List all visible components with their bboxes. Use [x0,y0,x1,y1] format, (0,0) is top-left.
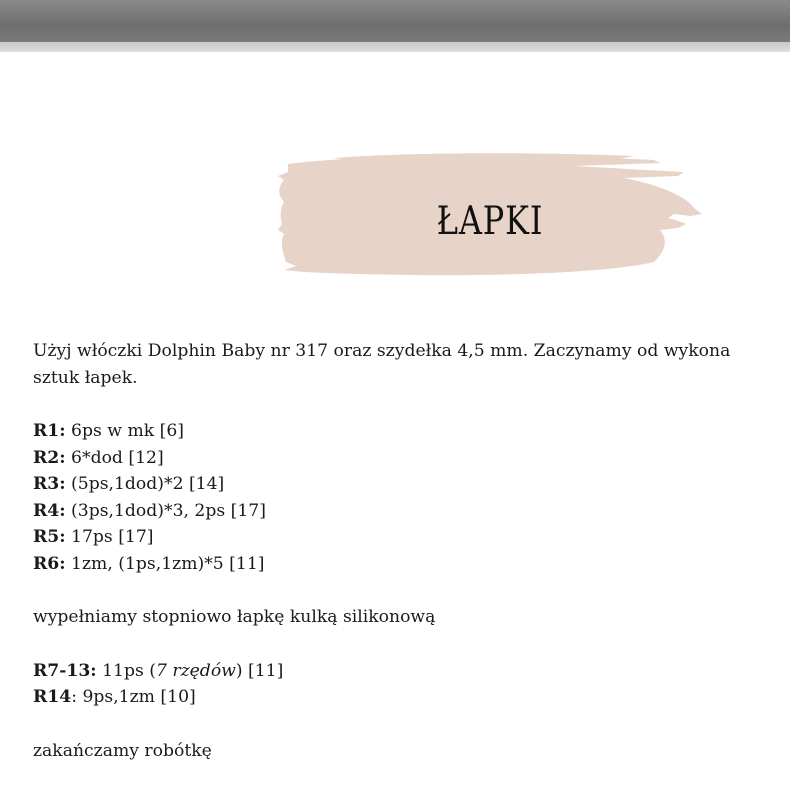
row-label: R5: [33,527,66,547]
row-label: R6: [33,553,66,574]
row-text: (5ps,1dod)*2 [14] [65,474,225,494]
intro-line-2: sztuk łapek. [33,367,138,388]
top-bar [0,0,790,42]
row-label: R1: [33,421,66,441]
note-finish: zakańczamy robótkę [33,740,212,761]
row-text-end: ) [11] [235,660,284,681]
row-r1 [33,418,790,445]
row-text: 1zm, (1ps,1zm)*5 [11] [65,553,265,574]
row-text: 6*dod [12] [65,447,164,468]
row-text: 6ps w mk [6] [65,421,184,441]
row-r3 [33,471,790,498]
row-label: R7-13: [33,660,97,681]
row-text: 11ps ( [96,660,156,681]
row-label: R3: [33,474,66,494]
note-stuffing: wypełniamy stopniowo łapkę kulką silikonową [33,607,436,627]
row-text: 17ps [17] [65,527,154,547]
row-label: R4: [33,500,66,521]
row-text: : 9ps,1zm [10] [71,687,196,707]
row-r4 [33,498,790,525]
pattern-content [33,338,790,764]
row-italic-note: 7 rzędów [155,660,236,681]
top-bar-edge [0,42,790,52]
row-r6 [33,551,790,578]
intro-line-1: Użyj włóczki Dolphin Baby nr 317 oraz szydełka 4,5 mm. Zaczynamy od wykona [33,341,731,361]
row-r7-13 [33,658,790,685]
row-text: (3ps,1dod)*3, 2ps [17] [65,500,266,521]
row-label: R2: [33,447,66,468]
row-r5 [33,524,790,551]
row-label: R14 [33,687,72,707]
page-title: ŁAPKI [436,199,544,244]
row-r2 [33,445,790,472]
row-r14 [33,684,790,711]
title-banner [274,150,706,286]
